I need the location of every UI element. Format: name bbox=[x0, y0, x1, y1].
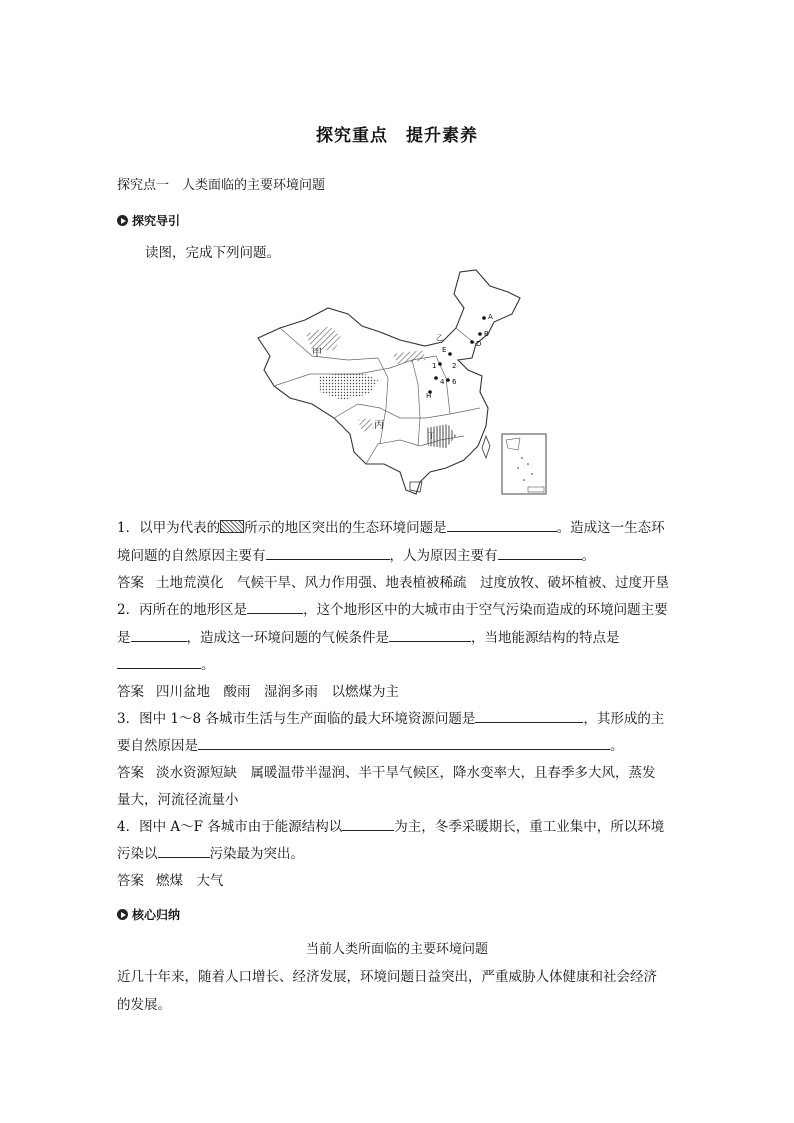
q1-blank-3 bbox=[498, 545, 582, 560]
hatch-legend-icon bbox=[220, 520, 244, 533]
q2-line-2: 是 ，造成这一环境问题的气候条件是 ，当地能源结构的特点是 bbox=[117, 626, 677, 646]
q1-blank-2 bbox=[266, 545, 390, 560]
intro-text: 读图，完成下列问题。 bbox=[145, 245, 280, 261]
map-label-1: 1 bbox=[432, 362, 437, 370]
q2-line-3: 。 bbox=[117, 653, 677, 673]
map-label-2: 2 bbox=[452, 362, 457, 370]
guide-tag-label: 探究导引 bbox=[132, 214, 181, 228]
q3-line-2: 要自然原因是 。 bbox=[117, 734, 677, 754]
core-heading: 当前人类所面临的主要环境问题 bbox=[305, 942, 488, 957]
map-label-jia: 甲 bbox=[312, 348, 322, 359]
map-label-6: 6 bbox=[452, 378, 457, 386]
q4-blank-2 bbox=[158, 843, 210, 858]
q1-line-1: 1．以甲为代表的 所示的地区突出的生态环境问题是 。造成这一生态环 bbox=[117, 516, 677, 536]
page-title: 探究重点 提升素养 bbox=[316, 126, 478, 146]
map-label-a: A bbox=[488, 313, 493, 321]
map-label-d: D bbox=[476, 340, 482, 348]
map-label-e: E bbox=[442, 346, 447, 354]
map-label-ding: 丁 bbox=[428, 432, 435, 440]
map-label-b: B bbox=[484, 330, 489, 338]
q2-blank-4 bbox=[117, 654, 201, 669]
q4-line-1: 4．图中 A～F 各城市由于能源结构以 为主，冬季采暖期长，重工业集中，所以环境 bbox=[117, 815, 677, 835]
q2-answer: 答案 四川盆地 酸雨 湿润多雨 以燃煤为主 bbox=[117, 684, 399, 700]
core-para-line-1: 近几十年来，随着人口增长、经济发展，环境问题日益突出，严重威胁人体健康和社会经济 bbox=[117, 969, 657, 985]
south-china-sea-inset bbox=[502, 434, 546, 494]
core-para-line-2: 的发展。 bbox=[117, 997, 171, 1013]
guide-tag bbox=[117, 212, 180, 229]
core-tag-label: 核心归纳 bbox=[132, 908, 181, 922]
q1-blank-1 bbox=[447, 517, 557, 532]
q2-line-1: 2．丙所在的地形区是 ，这个地形区中的大城市由于空气污染而造成的环境问题主要 bbox=[117, 598, 677, 618]
section-heading: 探究点一 人类面临的主要环境问题 bbox=[117, 178, 326, 193]
q3-blank-1 bbox=[475, 708, 583, 723]
q2-blank-2 bbox=[131, 627, 187, 642]
map-label-yi: 乙 bbox=[436, 334, 443, 342]
map-label-bing: 丙 bbox=[374, 420, 384, 431]
q3-blank-2 bbox=[198, 735, 610, 750]
map-label-h: H bbox=[426, 392, 432, 400]
q3-answer-line-2: 量大，河流径流量小 bbox=[117, 792, 239, 808]
china-outline bbox=[258, 270, 520, 494]
q3-line-1: 3．图中 1～8 各城市生活与生产面临的最大环境资源问题是 ，其形成的主 bbox=[117, 707, 677, 727]
city-markers bbox=[428, 316, 486, 394]
q2-blank-1 bbox=[247, 599, 303, 614]
core-tag bbox=[117, 906, 180, 923]
play-circle-icon bbox=[117, 909, 128, 920]
q4-blank-1 bbox=[342, 816, 394, 831]
q2-blank-3 bbox=[389, 627, 471, 642]
play-circle-icon bbox=[117, 215, 128, 226]
q1-line-2: 境问题的自然原因主要有 ，人为原因主要有 。 bbox=[117, 544, 677, 564]
q4-line-2: 污染以 污染最为突出。 bbox=[117, 842, 677, 862]
china-map bbox=[250, 268, 550, 500]
map-label-4: 4 bbox=[440, 378, 445, 386]
q1-answer: 答案 土地荒漠化 气候干旱、风力作用强、地表植被稀疏 过度放牧、破坏植被、过度开垦 bbox=[117, 575, 669, 591]
q3-answer-line-1: 答案 淡水资源短缺 属暖温带半湿润、半干旱气候区，降水变率大，且春季多大风，蒸发 bbox=[117, 765, 656, 781]
q4-answer: 答案 燃煤 大气 bbox=[117, 873, 224, 889]
